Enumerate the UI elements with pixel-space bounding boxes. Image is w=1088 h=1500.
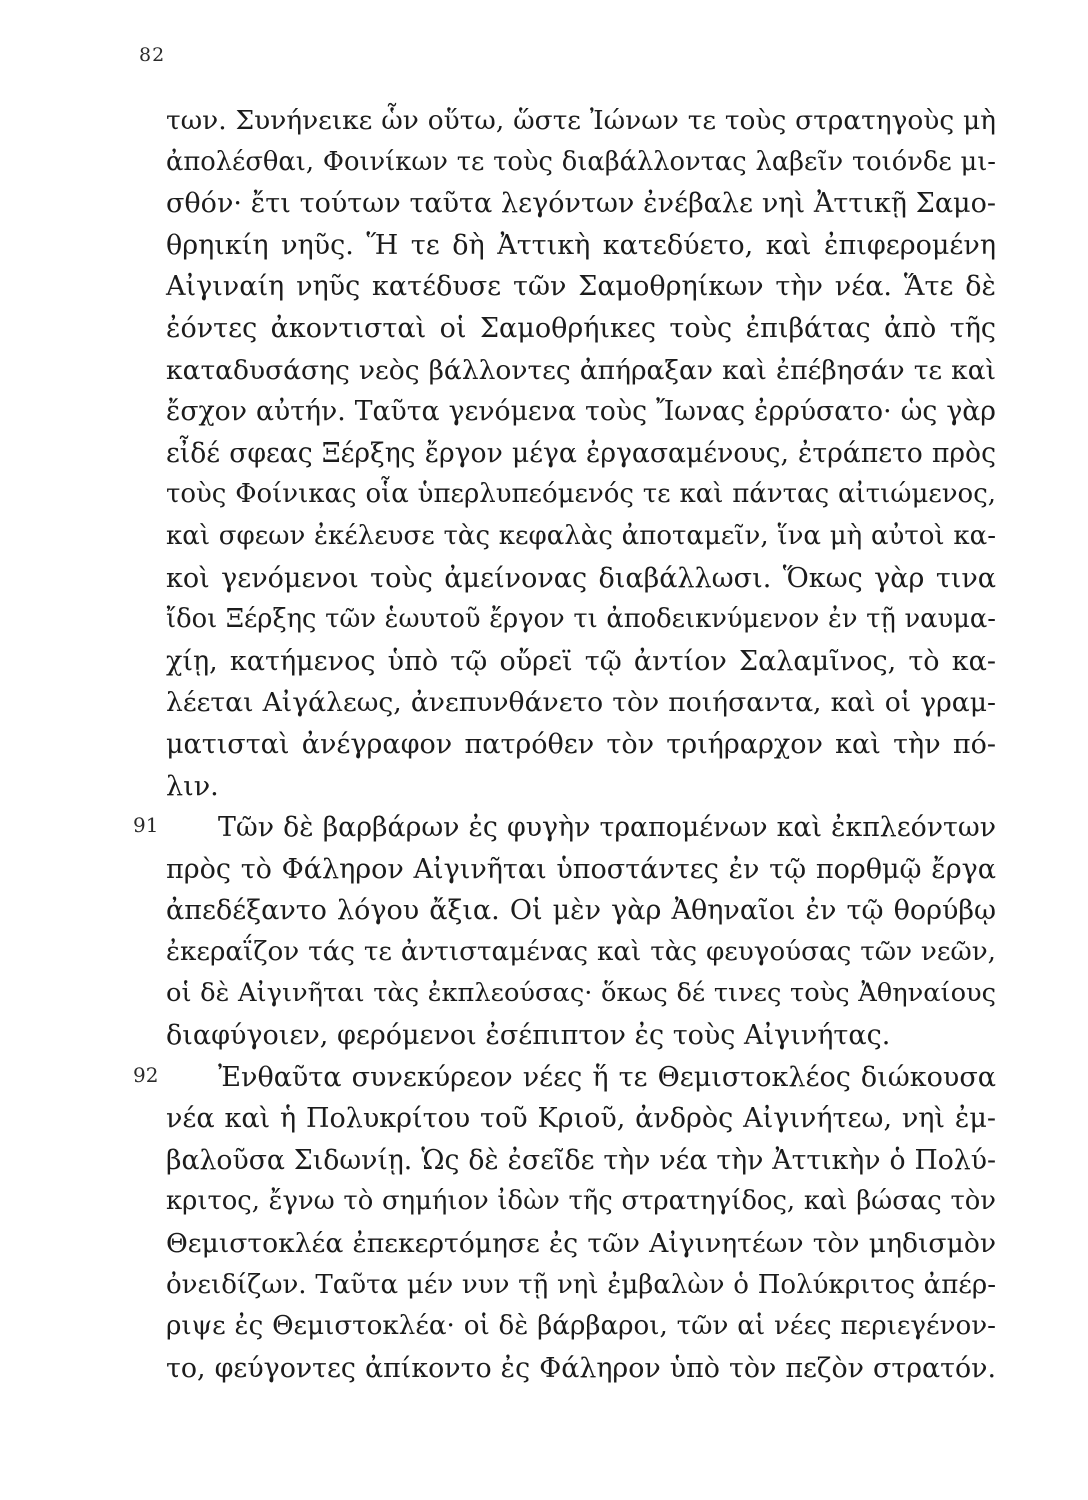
text-line: βαλοῦσα Σιδωνίῃ. Ὡς δὲ ἐσεῖδε τὴν νέα τὴν Ἀττικὴν ὁ Πολύ- bbox=[166, 1144, 996, 1176]
section-number-91: 91 bbox=[133, 813, 159, 837]
section-91-paragraph bbox=[166, 807, 996, 1057]
text-line: κοὶ γενόμενοι τοὺς ἀμείνονας διαβάλλωσι. Ὅκως γὰρ τινα bbox=[166, 562, 996, 594]
text-line: ἀπεδέξαντο λόγου ἄξια. Οἱ μὲν γὰρ Ἀθηναῖοι ἐν τῷ θορύβῳ bbox=[166, 895, 996, 927]
text-line: Αἰγιναίη νηῦς κατέδυσε τῶν Σαμοθρηίκων τὴν νέα. Ἅτε δὲ bbox=[166, 271, 996, 303]
text-line: Θεμιστοκλέα ἐπεκερτόμησε ἐς τῶν Αἰγινητέων τὸν μηδισμὸν bbox=[166, 1228, 996, 1260]
text-line: διαφύγοιεν, φερόμενοι ἐσέπιπτον ἐς τοὺς Αἰγινήτας. bbox=[166, 1020, 891, 1052]
page-body bbox=[166, 100, 996, 1389]
text-line: ἐόντες ἀκοντισταὶ οἱ Σαμοθρήικες τοὺς ἐπιβάτας ἀπὸ τῆς bbox=[166, 312, 996, 344]
text-line: λέεται Αἰγάλεως, ἀνεπυνθάνετο τὸν ποιήσαντα, καὶ οἱ γραμ- bbox=[166, 687, 996, 719]
text-line: ἴδοι Ξέρξης τῶν ἑωυτοῦ ἔργον τι ἀποδεικνύμενον ἐν τῇ ναυμα- bbox=[166, 604, 996, 635]
text-line: τοὺς Φοίνικας οἷα ὑπερλυπεόμενός τε καὶ πάντας αἰτιώμενος, bbox=[166, 479, 996, 510]
text-line: καὶ σφεων ἐκέλευσε τὰς κεφαλὰς ἀποταμεῖν, ἵνα μὴ αὐτοὶ κα- bbox=[166, 520, 996, 551]
text-line: Τῶν δὲ βαρβάρων ἐς φυγὴν τραπομένων καὶ ἐκπλεόντων bbox=[218, 812, 996, 844]
text-line: νέα καὶ ἡ Πολυκρίτου τοῦ Κριοῦ, ἀνδρὸς Αἰγινήτεω, νηὶ ἐμ- bbox=[166, 1103, 996, 1135]
section-number-92: 92 bbox=[133, 1063, 159, 1087]
text-line: οἱ δὲ Αἰγινῆται τὰς ἐκπλεούσας· ὅκως δέ τινες τοὺς Ἀθηναίους bbox=[166, 978, 996, 1009]
text-line: κριτος, ἔγνω τὸ σημήιον ἰδὼν τῆς στρατηγίδος, καὶ βώσας τὸν bbox=[166, 1186, 996, 1217]
page-number: 82 bbox=[139, 44, 166, 66]
text-line: ὀνειδίζων. Ταῦτα μέν νυν τῇ νηὶ ἐμβαλὼν ὁ Πολύκριτος ἀπέρ- bbox=[166, 1269, 996, 1300]
text-line: ἔσχον αὐτήν. Ταῦτα γενόμενα τοὺς Ἴωνας ἐρρύσατο· ὡς γὰρ bbox=[166, 396, 996, 428]
text-line: ριψε ἐς Θεμιστοκλέα· οἱ δὲ βάρβαροι, τῶν αἱ νέες περιεγένον- bbox=[166, 1311, 996, 1342]
text-line: το, φεύγοντες ἀπίκοντο ἐς Φάληρον ὑπὸ τὸν πεζὸν στρατόν. bbox=[166, 1352, 996, 1384]
text-line: καταδυσάσης νεὸς βάλλοντες ἀπήραξαν καὶ ἐπέβησάν τε καὶ bbox=[166, 354, 996, 386]
text-line: των. Συνήνεικε ὧν οὕτω, ὥστε Ἰώνων τε τοὺς στρατηγοὺς μὴ bbox=[166, 105, 996, 136]
paragraph-continuation bbox=[166, 100, 996, 807]
text-line: σθόν· ἔτι τούτων ταῦτα λεγόντων ἐνέβαλε νηὶ Ἀττικῇ Σαμο- bbox=[166, 188, 996, 220]
text-line: ἀπολέσθαι, Φοινίκων τε τοὺς διαβάλλοντας λαβεῖν τοιόνδε μι- bbox=[166, 146, 996, 177]
section-92-paragraph bbox=[166, 1057, 996, 1390]
text-line: θρηικίη νηῦς. Ἥ τε δὴ Ἀττικὴ κατεδύετο, καὶ ἐπιφερομένη bbox=[166, 229, 996, 261]
text-line: ἐκεραΐζον τάς τε ἀντισταμένας καὶ τὰς φευγούσας τῶν νεῶν, bbox=[166, 936, 996, 967]
text-line: εἶδέ σφεας Ξέρξης ἔργον μέγα ἐργασαμένους, ἐτράπετο πρὸς bbox=[166, 437, 996, 469]
text-line: πρὸς τὸ Φάληρον Αἰγινῆται ὑποστάντες ἐν τῷ πορθμῷ ἔργα bbox=[166, 853, 996, 885]
text-line: χίῃ, κατήμενος ὑπὸ τῷ οὔρεϊ τῷ ἀντίον Σαλαμῖνος, τὸ κα- bbox=[166, 645, 996, 677]
text-line: Ἐνθαῦτα συνεκύρεον νέες ἥ τε Θεμιστοκλέος διώκουσα bbox=[218, 1061, 996, 1093]
text-line: λιν. bbox=[166, 770, 219, 802]
text-line: ματισταὶ ἀνέγραφον πατρόθεν τὸν τριήραρχον καὶ τὴν πό- bbox=[166, 728, 996, 760]
